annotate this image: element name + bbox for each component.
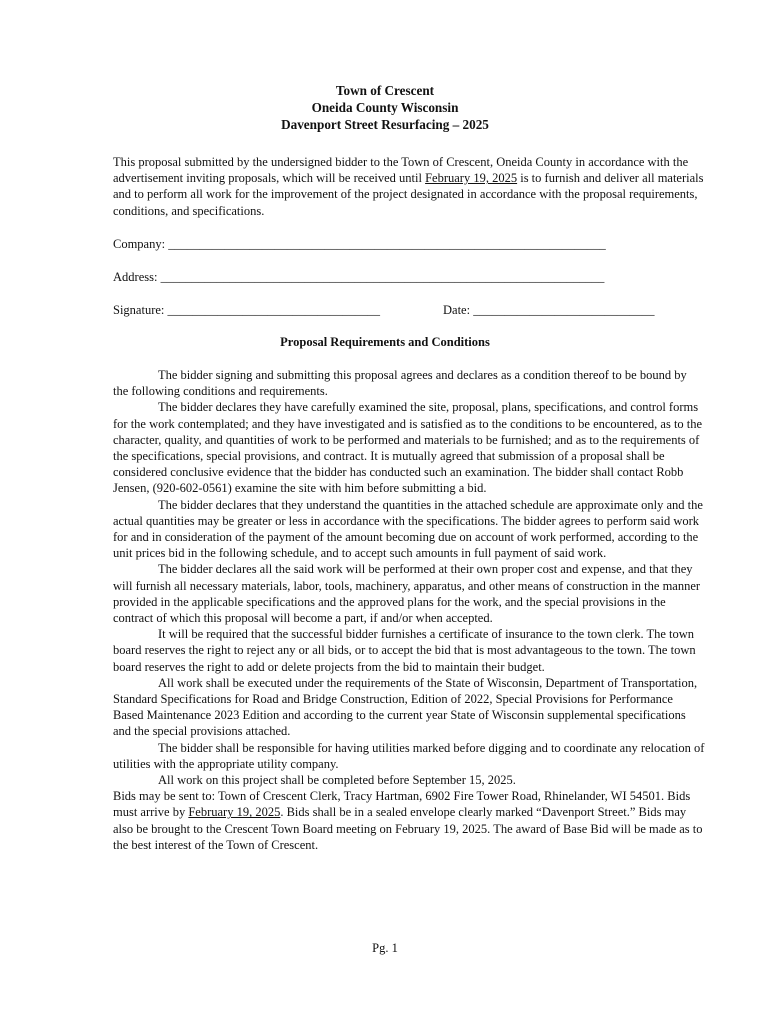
header-town: Town of Crescent	[335, 83, 435, 98]
intro-text-start: This proposal submitted by the undersigned bidder to the Town of Crescent, Oneida County in accordance with the advertisement inviting proposals, which will be received until	[113, 155, 689, 186]
submission-deadline-date: February 19, 2025	[188, 805, 281, 820]
date-label: Date:	[443, 303, 474, 317]
condition-paragraph: All work on this project shall be completed before September 15, 2025.	[158, 773, 516, 788]
company-blank-line[interactable]: ______________________________________________________________________	[168, 237, 606, 251]
intro-paragraph	[113, 154, 705, 219]
signature-field[interactable]	[113, 302, 443, 318]
condition-paragraph: All work shall be executed under the requirements of the State of Wisconsin, Department of Transportation, Standard Specifications for Road and Bridge Construction, Edition of 2022, Special Provisions for Performance Based Maintenance 2023 Edition and according to the current year State of Wisconsin supplemental specifications and the special provisions attached.	[113, 675, 698, 739]
header-county: Oneida County Wisconsin	[311, 100, 459, 115]
condition-paragraph: The bidder shall be responsible for having utilities marked before digging and to coordinate any relocation of utilities with the appropriate utility company.	[113, 740, 705, 771]
address-field[interactable]	[113, 269, 705, 285]
intro-text-end: is to furnish and deliver all materials and to perform all work for the improvement of the project designated in accordance with the proposal requirements, conditions, and specifications.	[113, 171, 704, 218]
company-field[interactable]	[113, 236, 705, 252]
header-project: Davenport Street Resurfacing – 2025	[281, 117, 489, 132]
conditions-body	[113, 367, 705, 853]
page-number: Pg. 1	[372, 941, 398, 955]
address-blank-line[interactable]: _______________________________________________________________________	[160, 270, 605, 284]
company-label: Company:	[113, 237, 169, 251]
condition-paragraph: The bidder declares all the said work will be performed at their own proper cost and expense, and that they will furnish all necessary materials, labor, tools, machinery, apparatus, and other means of construction in the manner provided in the applicable specifications and the approved plans for the work, and the special provisions in the contract of which this proposal will become a part, if and/or when accepted.	[113, 562, 701, 626]
condition-paragraph: The bidder declares that they understand the quantities in the attached schedule are approximate only and the actual quantities may be greater or less in accordance with the specifications. The bidder agrees to perform said work for and in consideration of the payment of the amount becoming due on account of work performed, according to the unit prices bid in the following schedule, and to accept such amounts in full payment of said work.	[113, 497, 703, 561]
condition-paragraph: The bidder signing and submitting this proposal agrees and declares as a condition thereof to be bound by the following conditions and requirements.	[113, 368, 687, 399]
condition-paragraph: The bidder declares they have carefully examined the site, proposal, plans, specifications, and control forms for the work contemplated; and they have investigated and is satisfied as to the conditions to be encountered, as to the character, quality, and quantities of work to be performed and materials to be furnished; and as to the requirements of the specifications, special provisions, and contract. It is mutually agreed that submission of a proposal shall be considered conclusive evidence that the bidder has conducted such an examination. The bidder shall contact Robb Jensen, (920-602-0561) examine the site with him before submitting a bid.	[113, 400, 703, 496]
signature-date-row	[113, 302, 705, 318]
date-blank-line[interactable]: _____________________________	[473, 303, 655, 317]
submission-paragraph	[113, 788, 705, 853]
document-header	[0, 82, 770, 133]
address-label: Address:	[113, 270, 161, 284]
section-heading: Proposal Requirements and Conditions	[280, 335, 490, 349]
condition-paragraph: It will be required that the successful bidder furnishes a certificate of insurance to the town clerk. The town board reserves the right to reject any or all bids, or to accept the bid that is most advantageous to the town. The town board reserves the right to add or delete projects from the bid to maintain their budget.	[113, 627, 696, 674]
signature-label: Signature:	[113, 303, 168, 317]
date-field[interactable]	[443, 302, 705, 318]
submission-text-start: Bids may be sent to: Town of Crescent Clerk, Tracy Hartman, 6902 Fire Tower Road, Rhinelander, WI 54501. Bids must arrive by	[113, 789, 691, 820]
submission-text-end: . Bids shall be in a sealed envelope clearly marked “Davenport Street.” Bids may also be brought to the Crescent Town Board meeting on February 19, 2025. The award of Base Bid will be made as to the best interest of the Town of Crescent.	[113, 805, 703, 852]
signature-blank-line[interactable]: __________________________________	[167, 303, 381, 317]
intro-deadline-date: February 19, 2025	[425, 171, 518, 186]
